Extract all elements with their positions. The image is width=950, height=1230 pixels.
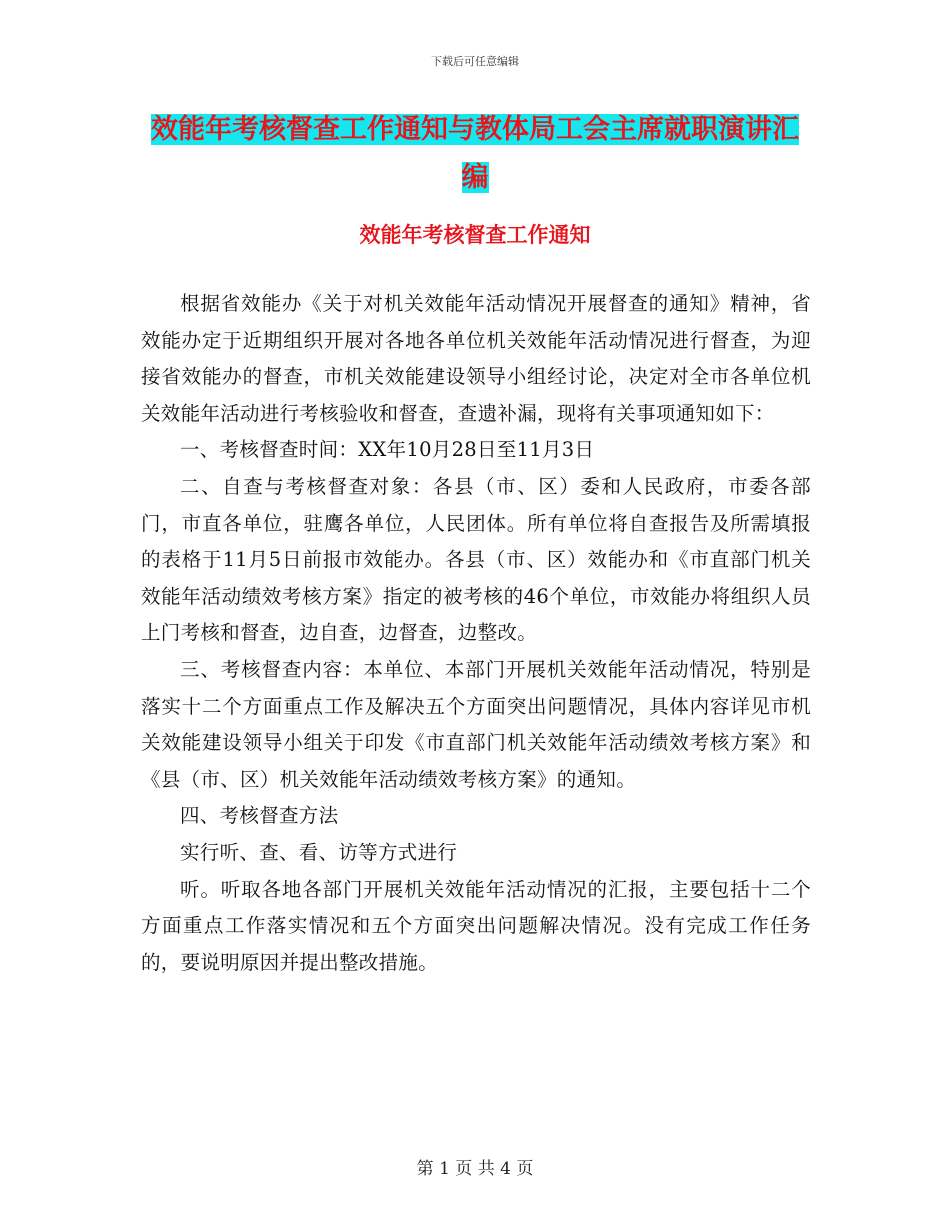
document-title [140,106,810,202]
paragraph: 根据省效能办《关于对机关效能年活动情况开展督查的通知》精神，省效能办定于近期组织开展对各地各单位机关效能年活动情况进行督查，为迎接省效能办的督查，市机关效能建设领导小组经讨论，决定对全市各单位机关效能年活动进行考核验收和督查，查遗补漏，现将有关事项通知如下： [141,292,811,425]
section-title: 效能年考核督查工作通知 [359,223,591,247]
paragraph: 四、考核督查方法 [180,804,339,828]
document-title-text: 效能年考核督查工作通知与教体局工会主席就职演讲汇编 [151,114,799,193]
paragraph: 听。听取各地各部门开展机关效能年活动情况的汇报，主要包括十二个方面重点工作落实情况和五个方面突出问题解决情况。没有完成工作任务的，要说明原因并提出整改措施。 [141,877,811,974]
paragraph: 二、自查与考核督查对象：各县（市、区）委和人民政府，市委各部门，市直各单位，驻鹰各单位，人民团体。所有单位将自查报告及所需填报的表格于11月5日前报市效能办。各县（市、区）效能办和《市直部门机关效能年活动绩效考核方案》指定的被考核的46个单位，市效能办将组织人员上门考核和督查，边自查，边督查，边整改。 [141,474,811,645]
page-footer: 第 1 页 共 4 页 [416,1159,534,1179]
paragraph: 实行听、查、看、访等方式进行 [180,840,458,864]
paragraph: 一、考核督查时间：XX年10月28日至11月3日 [180,438,595,462]
document-body [141,286,811,981]
paragraph: 三、考核督查内容：本单位、本部门开展机关效能年活动情况，特别是落实十二个方面重点工作及解决五个方面突出问题情况，具体内容详见市机关效能建设领导小组关于印发《市直部门机关效能年活动绩效考核方案》和《县（市、区）机关效能年活动绩效考核方案》的通知。 [141,657,811,791]
header-note: 下载后可任意编辑 [431,55,519,68]
